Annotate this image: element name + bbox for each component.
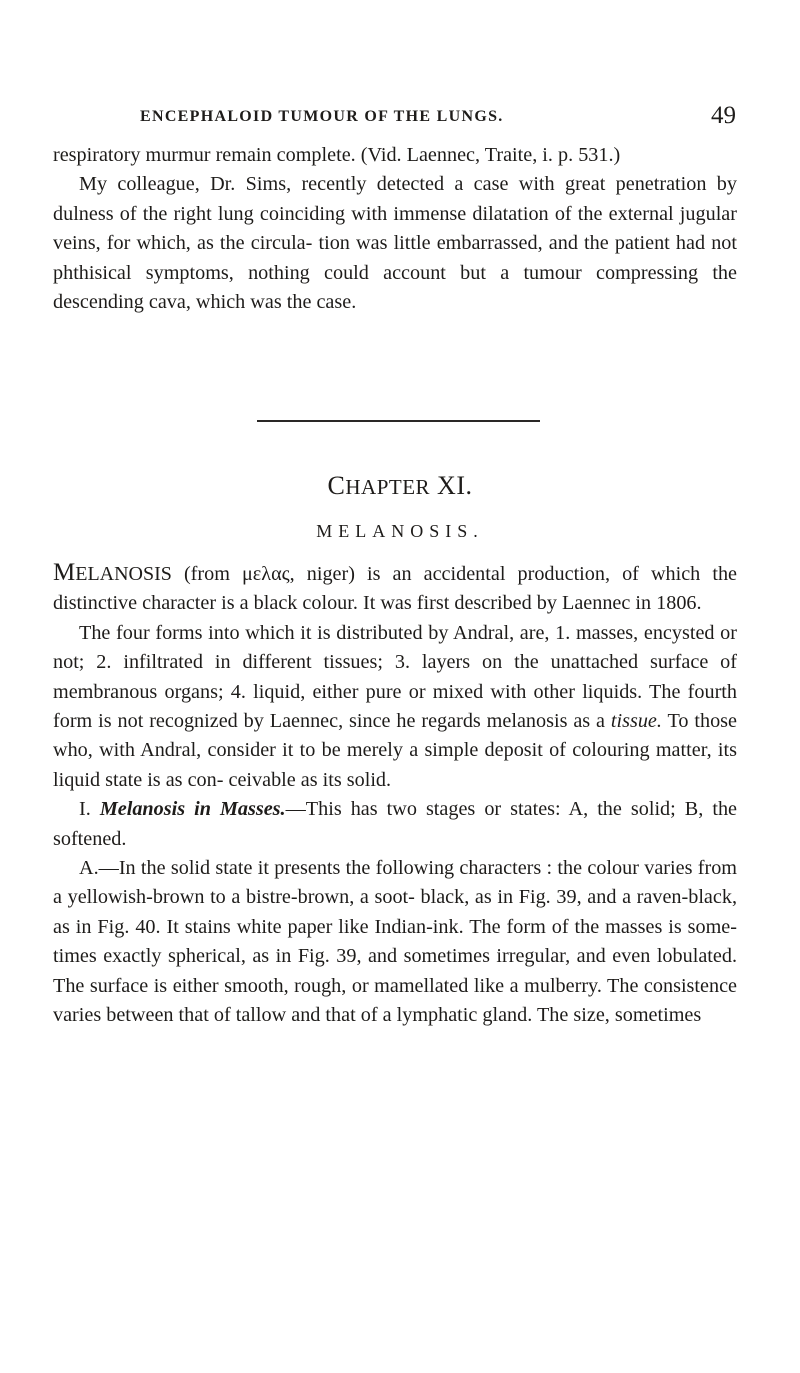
lead-word-rest: ELANOSIS <box>75 563 172 585</box>
definition-text: (from μελας, niger) is an accidental production, of which the distinctive character is a black colour. It was first described by Laennec in 1806. <box>53 563 737 615</box>
chapter-label-rest: HAPTER <box>345 475 431 499</box>
masses-prefix: I. <box>79 798 100 821</box>
text-block-top <box>53 141 737 317</box>
paragraph-definition <box>53 558 737 619</box>
paragraph-continuation: respiratory murmur remain complete. (Vid. Laennec, Traite, i. p. 531.) <box>53 144 621 166</box>
masses-text: —This has two stages or states: A, the solid; B, the softened. <box>53 798 737 850</box>
running-head <box>140 102 736 132</box>
page-number: 49 <box>711 102 736 129</box>
paragraph-case-report: My colleague, Dr. Sims, recently detected a case with great penetration by dulness of the right lung coinciding with immense dilatation of the external jugular veins, for which, as the circula- tion was little embarrassed, and the patient had not phthisical symptoms, nothing could account but a tumour compressing the descending cava, which was the case. <box>53 173 737 314</box>
text-block-main <box>53 558 737 1031</box>
lead-word-initial: M <box>53 559 76 586</box>
paragraph-forms <box>53 619 737 795</box>
running-title: ENCEPHALOID TUMOUR OF THE LUNGS. <box>140 108 504 125</box>
chapter-title: MELANOSIS. <box>316 521 484 541</box>
paragraph-masses <box>53 795 737 854</box>
forms-italic-term: tissue. <box>610 710 662 733</box>
section-divider <box>257 420 540 422</box>
forms-text-a: The four forms into which it is distributed by Andral, are, 1. masses, encysted or not; 2. infiltrated in different tissues; 3. layers on the unattached surface of membranous organs; 4. liquid, either pure or mixed with other liquids. The fourth form is not recognized by Laennec, since he regards melanosis as a <box>53 621 737 733</box>
chapter-heading <box>0 471 800 501</box>
masses-heading: Melanosis in Masses. <box>99 798 286 821</box>
paragraph-solid-state: A.—In the solid state it presents the following characters : the colour varies from a yellowish-brown to a bistre-brown, a soot- black, as in Fig. 39, and a raven-black, as in Fig. 40. It stains white paper like Indian-ink. The form of the masses is some- times exactly spherical, as in Fig. 39, and sometimes irregular, and even lobulated. The surface is either smooth, rough, or mamellated like a mulberry. The consistence varies between that of tallow and that of a lymphatic gland. The size, sometimes <box>53 857 737 1027</box>
chapter-label-initial: C <box>327 471 346 500</box>
forms-text-b: To those who, with Andral, consider it to be merely a simple deposit of colouring matter, its liquid state is as con- ceivable as its solid. <box>53 710 737 791</box>
chapter-numeral: XI. <box>437 471 473 500</box>
